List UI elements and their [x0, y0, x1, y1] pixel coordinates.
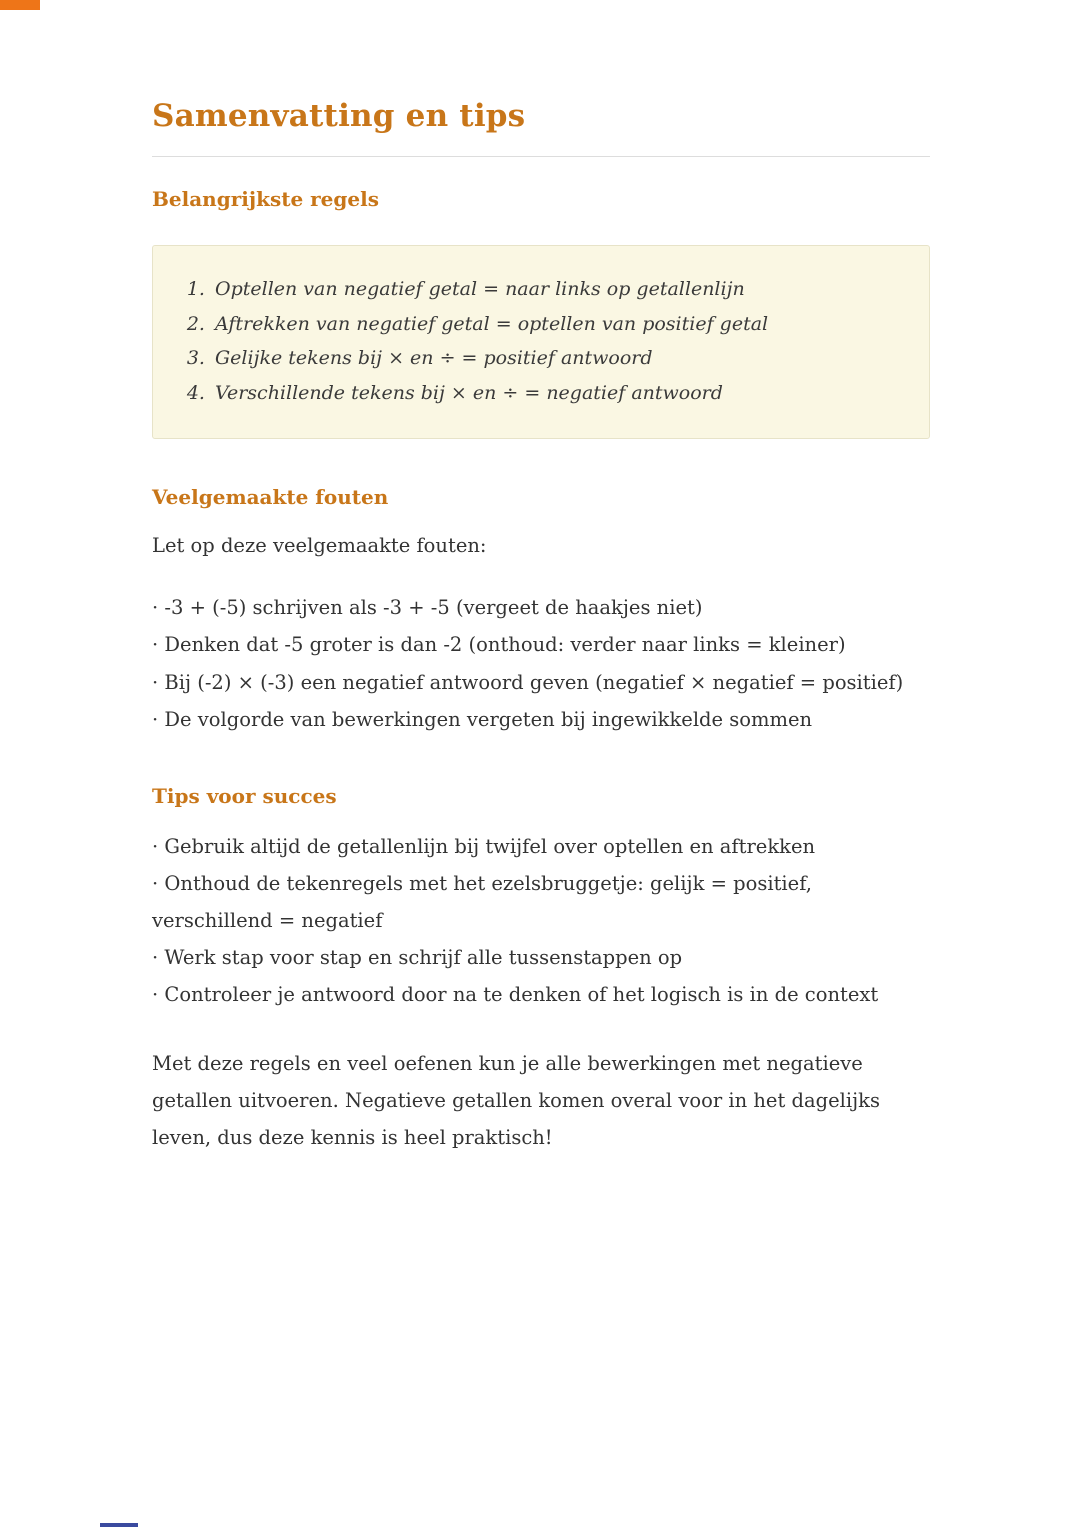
- section-heading-tips: Tips voor succes: [152, 783, 337, 808]
- mistakes-intro: Let op deze veelgemaakte fouten:: [152, 534, 487, 558]
- mistakes-list: [152, 589, 930, 737]
- tips-list: [152, 828, 930, 1013]
- rules-list-item: 3. Gelijke tekens bij × en ÷ = positief antwoord: [211, 341, 899, 376]
- rules-list-item: 1. Optellen van negatief getal = naar links op getallenlijn: [211, 272, 899, 307]
- mistake-list-item: · Bij (-2) × (-3) een negatief antwoord geven (negatief × negatief = positief): [152, 664, 930, 701]
- section-heading-mistakes: Veelgemaakte fouten: [152, 485, 389, 510]
- mistake-list-item: · De volgorde van bewerkingen vergeten bij ingewikkelde sommen: [152, 701, 930, 738]
- tip-list-item: · Werk stap voor stap en schrijf alle tussenstappen op: [152, 939, 930, 976]
- rules-list: [183, 272, 899, 410]
- rules-list-item: 4. Verschillende tekens bij × en ÷ = negatief antwoord: [211, 376, 899, 411]
- mistake-list-item: · Denken dat -5 groter is dan -2 (onthoud: verder naar links = kleiner): [152, 626, 930, 663]
- bottom-left-accent-mark: [100, 1523, 138, 1527]
- tip-list-item: · Onthoud de tekenregels met het ezelsbruggetje: gelijk = positief, verschillend = negatief: [152, 865, 930, 939]
- closing-paragraph: Met deze regels en veel oefenen kun je alle bewerkingen met negatieve getallen uitvoeren. Negatieve getallen komen overal voor in het dagelijks leven, dus deze kennis is heel praktisch!: [152, 1051, 880, 1149]
- mistake-list-item: · -3 + (-5) schrijven als -3 + -5 (vergeet de haakjes niet): [152, 589, 930, 626]
- tip-list-item: · Controleer je antwoord door na te denken of het logisch is in de context: [152, 976, 930, 1013]
- title-divider: [152, 156, 930, 157]
- rules-callout-box: [152, 245, 930, 439]
- section-heading-rules: Belangrijkste regels: [152, 187, 379, 211]
- rules-list-item: 2. Aftrekken van negatief getal = optellen van positief getal: [211, 307, 899, 342]
- tip-list-item: · Gebruik altijd de getallenlijn bij twijfel over optellen en aftrekken: [152, 828, 930, 865]
- top-left-accent-mark: [0, 0, 40, 10]
- page-title: Samenvatting en tips: [152, 98, 526, 134]
